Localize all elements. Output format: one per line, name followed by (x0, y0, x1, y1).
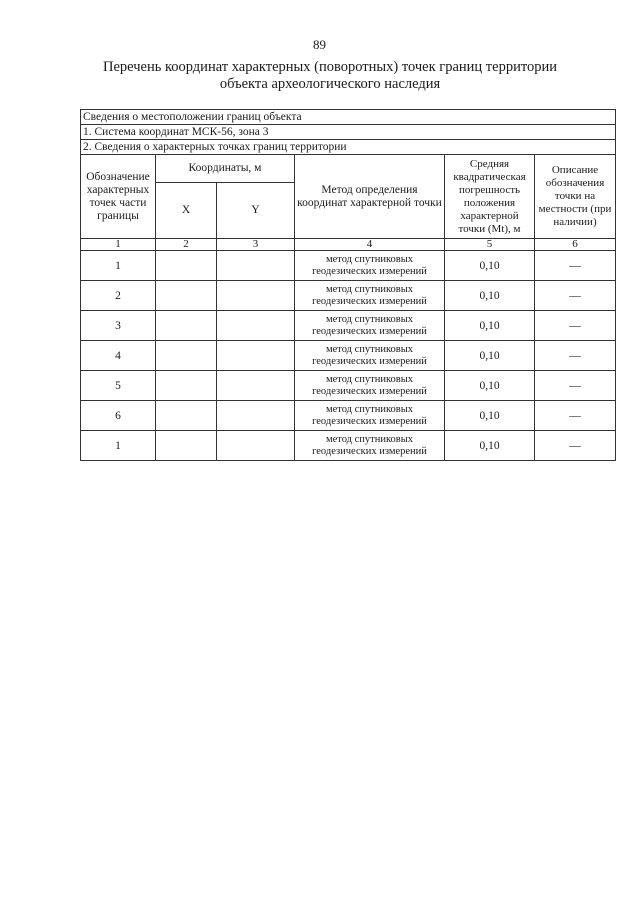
y-cell (217, 431, 295, 461)
description-cell: — (535, 371, 616, 401)
description-cell: — (535, 311, 616, 341)
column-number: 5 (445, 239, 535, 251)
column-number: 3 (217, 239, 295, 251)
x-cell (156, 431, 217, 461)
table-row (81, 371, 616, 401)
column-numbers-row (81, 239, 616, 251)
document-title (95, 59, 565, 93)
table-row (81, 281, 616, 311)
point-cell: 1 (81, 431, 156, 461)
column-number: 6 (535, 239, 616, 251)
table-row (81, 311, 616, 341)
point-cell: 2 (81, 281, 156, 311)
method-cell: метод спутниковых геодезических измерений (295, 281, 445, 311)
table-row (81, 251, 616, 281)
description-cell: — (535, 251, 616, 281)
info-row-points-info: 2. Сведения о характерных точках границ территории (81, 140, 616, 155)
description-cell: — (535, 341, 616, 371)
error-cell: 0,10 (445, 251, 535, 281)
point-cell: 3 (81, 311, 156, 341)
x-cell (156, 371, 217, 401)
method-cell: метод спутниковых геодезических измерений (295, 251, 445, 281)
table-row (81, 431, 616, 461)
column-number: 2 (156, 239, 217, 251)
header-description: Описание обозначения точки на местности (при наличии) (535, 155, 616, 239)
error-cell: 0,10 (445, 341, 535, 371)
method-cell: метод спутниковых геодезических измерений (295, 401, 445, 431)
point-cell: 1 (81, 251, 156, 281)
point-cell: 6 (81, 401, 156, 431)
description-cell: — (535, 281, 616, 311)
info-row-location: Сведения о местоположении границ объекта (81, 110, 616, 125)
table-row (81, 341, 616, 371)
y-cell (217, 311, 295, 341)
table-row (81, 401, 616, 431)
method-cell: метод спутниковых геодезических измерений (295, 311, 445, 341)
point-cell: 5 (81, 371, 156, 401)
error-cell: 0,10 (445, 431, 535, 461)
header-method: Метод определения координат характерной точки (295, 155, 445, 239)
x-cell (156, 281, 217, 311)
page-number: 89 (313, 37, 326, 52)
error-cell: 0,10 (445, 281, 535, 311)
error-cell: 0,10 (445, 311, 535, 341)
error-cell: 0,10 (445, 401, 535, 431)
description-cell: — (535, 401, 616, 431)
y-cell (217, 251, 295, 281)
document-title-line-2: объекта археологического наследия (219, 76, 441, 92)
document-title-line-1: Перечень координат характерных (поворотных) точек границ территории (102, 59, 558, 75)
y-cell (217, 281, 295, 311)
column-number: 1 (81, 239, 156, 251)
error-cell: 0,10 (445, 371, 535, 401)
description-cell: — (535, 431, 616, 461)
header-point: Обозначение характерных точек части границы (81, 155, 156, 239)
method-cell: метод спутниковых геодезических измерений (295, 341, 445, 371)
y-cell (217, 341, 295, 371)
coordinates-table (80, 109, 616, 461)
y-cell (217, 371, 295, 401)
point-cell: 4 (81, 341, 156, 371)
y-cell (217, 401, 295, 431)
header-coordinates: Координаты, м (156, 155, 295, 183)
x-cell (156, 311, 217, 341)
header-x: X (156, 183, 217, 239)
info-row-coordinate-system: 1. Система координат МСК-56, зона 3 (81, 125, 616, 140)
method-cell: метод спутниковых геодезических измерений (295, 431, 445, 461)
x-cell (156, 341, 217, 371)
header-error: Средняя квадратическая погрешность положения характерной точки (Mt), м (445, 155, 535, 239)
header-y: Y (217, 183, 295, 239)
x-cell (156, 401, 217, 431)
column-number: 4 (295, 239, 445, 251)
method-cell: метод спутниковых геодезических измерений (295, 371, 445, 401)
x-cell (156, 251, 217, 281)
